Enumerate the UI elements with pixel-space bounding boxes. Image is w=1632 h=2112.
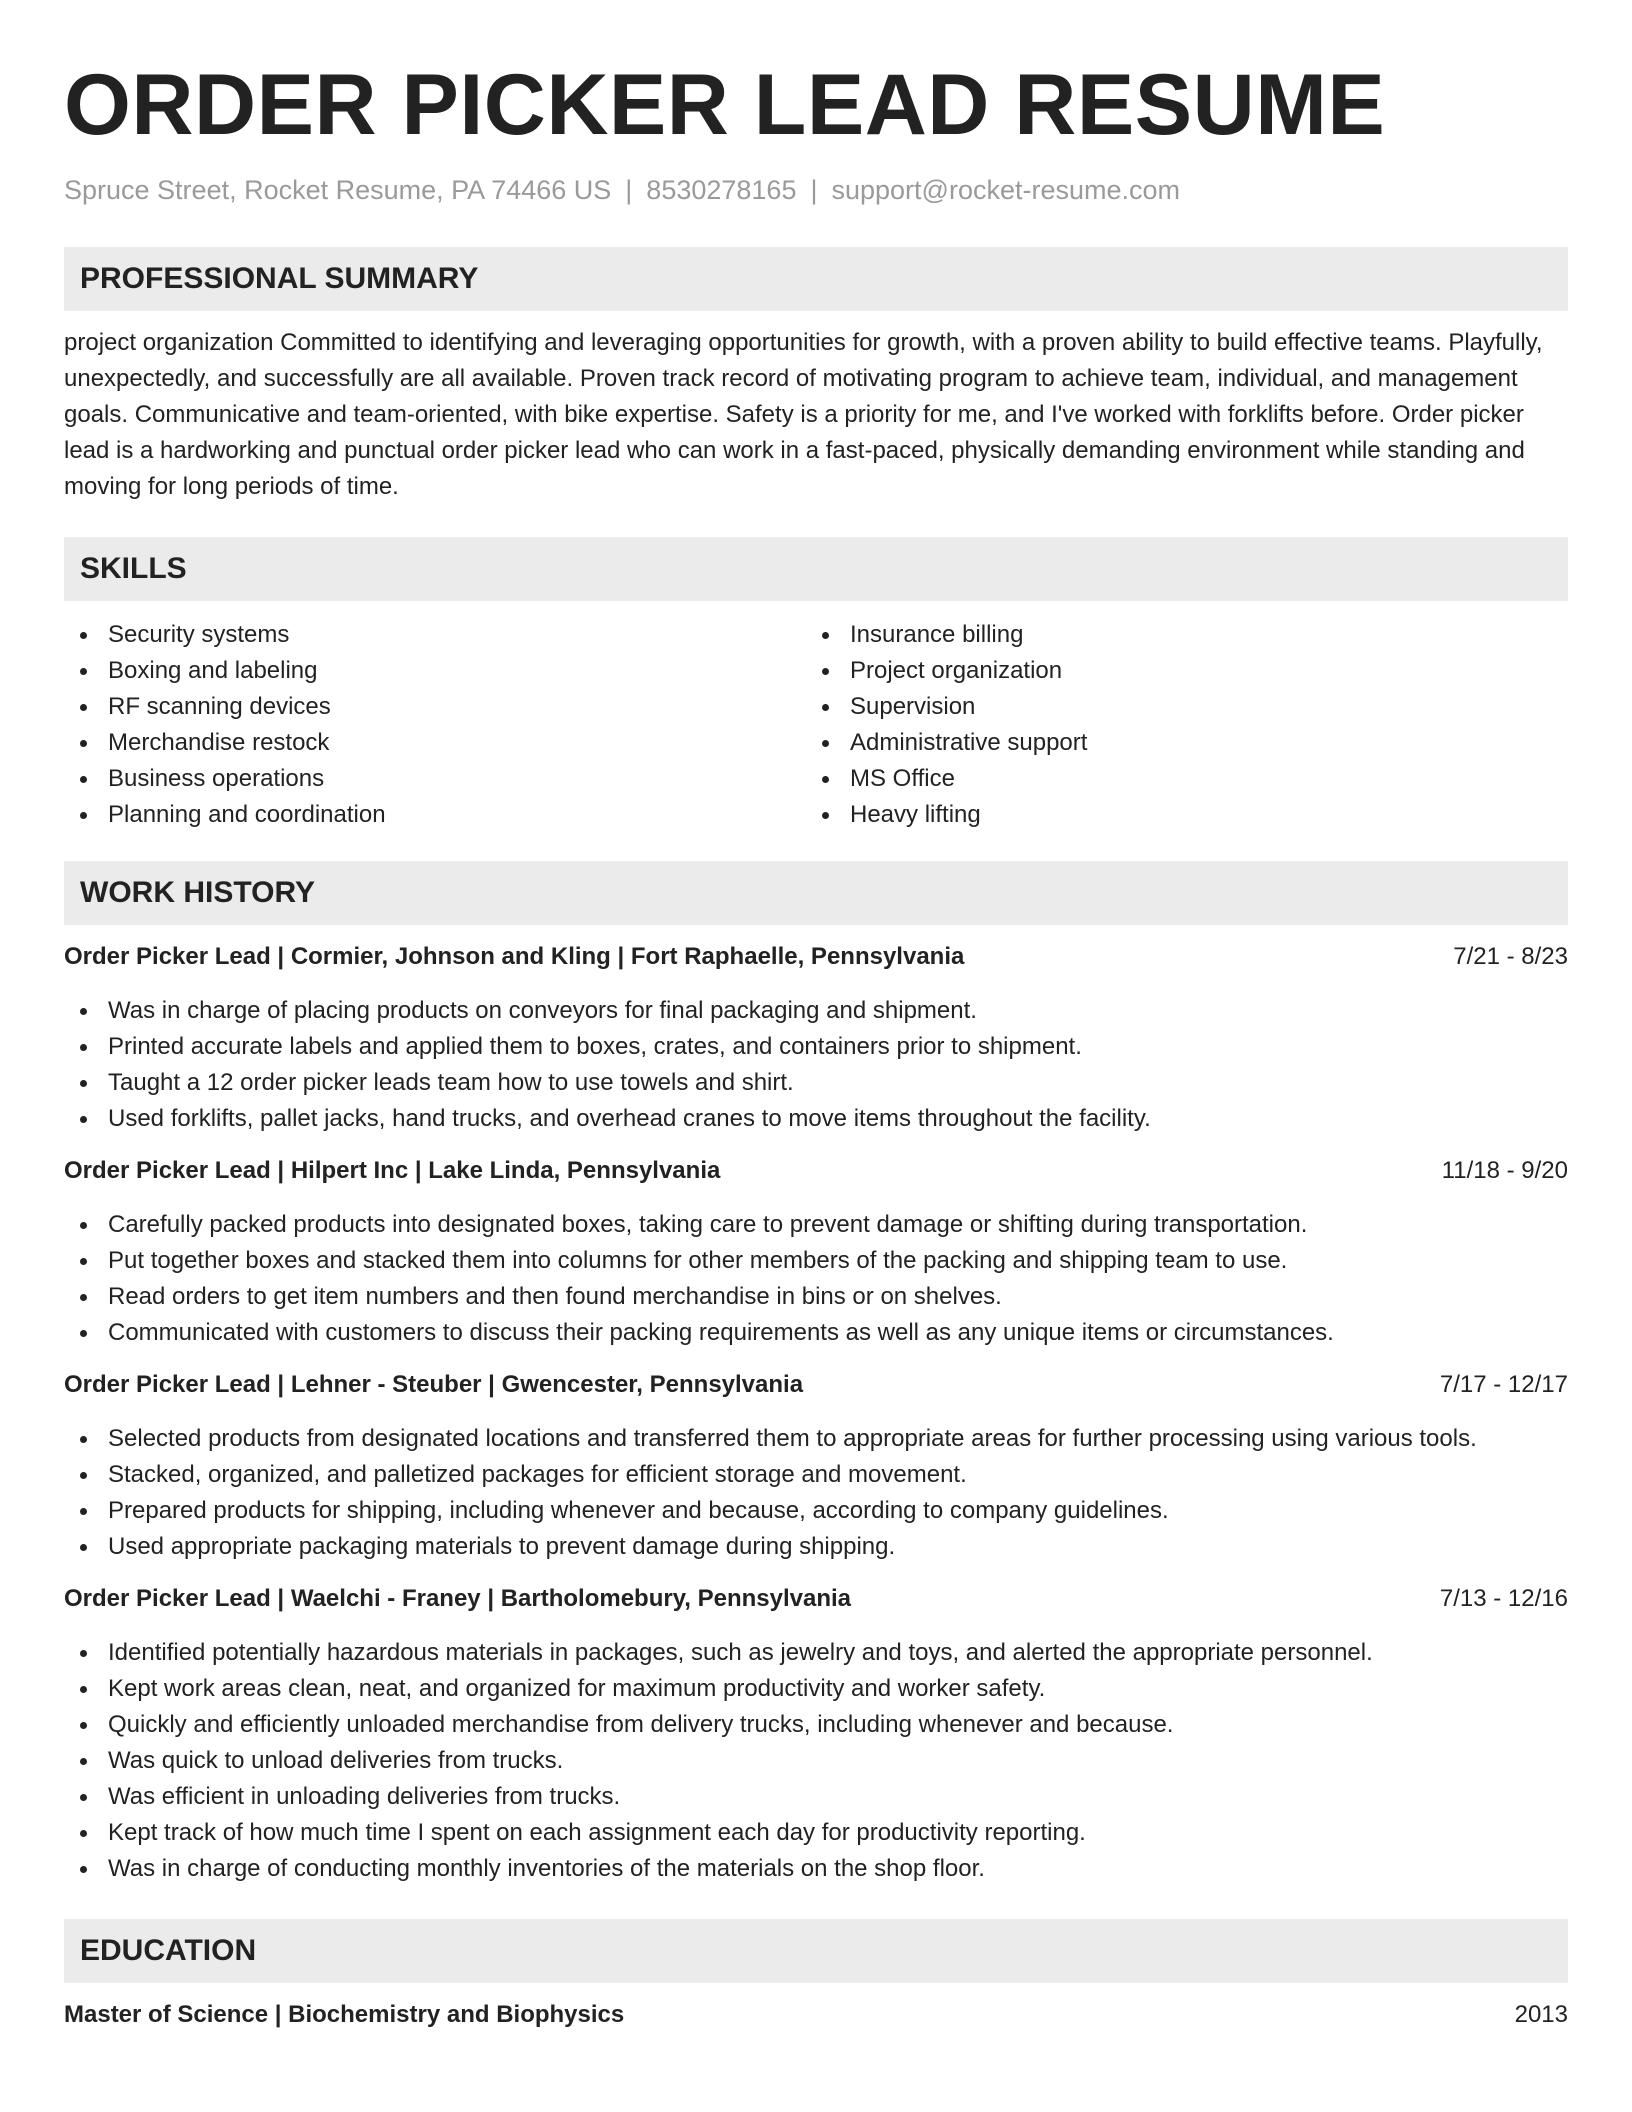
list-item: Identified potentially hazardous materials in packages, such as jewelry and toys, and alerted the appropriate personnel. [64, 1635, 1568, 1671]
contact-separator: | [625, 175, 633, 205]
job-header [64, 1153, 1568, 1189]
education-header [64, 1997, 1568, 2033]
list-item: Carefully packed products into designated boxes, taking care to prevent damage or shifting during transportation. [64, 1207, 1568, 1243]
skill-item: Project organization [806, 653, 1548, 689]
summary-text: project organization Committed to identifying and leveraging opportunities for growth, with a proven ability to build effective teams. Playfully, unexpectedly, and successfully are all available. Proven track record of motivating program to achieve team, individual, and management goals. Communicative and team-oriented, with bike expertise. Safety is a priority for me, and I've worked with forklifts before. Order picker lead is a hardworking and punctual order picker lead who can work in a fast-paced, physically demanding environment while standing and moving for long periods of time. [64, 329, 1543, 501]
contact-email: support@rocket-resume.com [831, 175, 1181, 205]
job-entry [64, 939, 1568, 1137]
skills-column-right [806, 617, 1548, 833]
skill-item: Business operations [64, 761, 806, 797]
contact-address: Spruce Street, Rocket Resume, PA 74466 US [64, 175, 612, 205]
skills-list [64, 617, 1568, 833]
list-item: Was in charge of conducting monthly inventories of the materials on the shop floor. [64, 1851, 1568, 1887]
job-entry [64, 1153, 1568, 1351]
list-item: Was efficient in unloading deliveries from trucks. [64, 1779, 1568, 1815]
skills-heading: SKILLS [64, 537, 1568, 601]
education-year: 2013 [1514, 2001, 1568, 2029]
skill-item: Merchandise restock [64, 725, 806, 761]
job-title: Order Picker Lead | Lehner - Steuber | Gwencester, Pennsylvania [64, 1371, 804, 1399]
resume-page [64, 0, 1568, 2033]
skill-item: RF scanning devices [64, 689, 806, 725]
skill-item: Supervision [806, 689, 1548, 725]
skill-item: Administrative support [806, 725, 1548, 761]
contact-phone: 8530278165 [646, 175, 797, 205]
job-bullets [64, 993, 1568, 1137]
skills-column-left [64, 617, 806, 833]
list-item: Put together boxes and stacked them into columns for other members of the packing and shipping team to use. [64, 1243, 1568, 1279]
list-item: Used forklifts, pallet jacks, hand trucks, and overhead cranes to move items throughout the facility. [64, 1101, 1568, 1137]
list-item: Was quick to unload deliveries from trucks. [64, 1743, 1568, 1779]
work-history-heading: WORK HISTORY [64, 861, 1568, 925]
contact-separator: | [810, 175, 818, 205]
skill-item: Heavy lifting [806, 797, 1548, 833]
list-item: Selected products from designated locations and transferred them to appropriate areas for further processing using various tools. [64, 1421, 1568, 1457]
job-bullets [64, 1635, 1568, 1887]
list-item: Communicated with customers to discuss their packing requirements as well as any unique items or circumstances. [64, 1315, 1568, 1351]
job-header [64, 939, 1568, 975]
job-dates: 7/21 - 8/23 [1453, 943, 1568, 971]
list-item: Kept track of how much time I spent on each assignment each day for productivity reporting. [64, 1815, 1568, 1851]
job-dates: 7/17 - 12/17 [1439, 1371, 1568, 1399]
education-entry [64, 1997, 1568, 2033]
skill-item: Planning and coordination [64, 797, 806, 833]
job-entry [64, 1581, 1568, 1887]
education-heading: EDUCATION [64, 1919, 1568, 1983]
summary-heading: PROFESSIONAL SUMMARY [64, 247, 1568, 311]
skill-item: MS Office [806, 761, 1548, 797]
job-title: Order Picker Lead | Hilpert Inc | Lake Linda, Pennsylvania [64, 1157, 721, 1185]
list-item: Taught a 12 order picker leads team how to use towels and shirt. [64, 1065, 1568, 1101]
list-item: Kept work areas clean, neat, and organized for maximum productivity and worker safety. [64, 1671, 1568, 1707]
list-item: Stacked, organized, and palletized packages for efficient storage and movement. [64, 1457, 1568, 1493]
contact-line [64, 174, 1568, 206]
job-dates: 7/13 - 12/16 [1439, 1585, 1568, 1613]
job-entry [64, 1367, 1568, 1565]
list-item: Read orders to get item numbers and then found merchandise in bins or on shelves. [64, 1279, 1568, 1315]
job-dates: 11/18 - 9/20 [1441, 1157, 1568, 1185]
skill-item: Insurance billing [806, 617, 1548, 653]
job-header [64, 1367, 1568, 1403]
job-bullets [64, 1421, 1568, 1565]
list-item: Printed accurate labels and applied them to boxes, crates, and containers prior to shipment. [64, 1029, 1568, 1065]
education-degree: Master of Science | Biochemistry and Biophysics [64, 2001, 625, 2029]
resume-title: ORDER PICKER LEAD RESUME [64, 57, 1386, 153]
job-bullets [64, 1207, 1568, 1351]
job-title: Order Picker Lead | Waelchi - Franey | Bartholomebury, Pennsylvania [64, 1585, 852, 1613]
list-item: Was in charge of placing products on conveyors for final packaging and shipment. [64, 993, 1568, 1029]
list-item: Quickly and efficiently unloaded merchandise from delivery trucks, including whenever and because. [64, 1707, 1568, 1743]
skill-item: Boxing and labeling [64, 653, 806, 689]
list-item: Prepared products for shipping, including whenever and because, according to company guidelines. [64, 1493, 1568, 1529]
skill-item: Security systems [64, 617, 806, 653]
job-title: Order Picker Lead | Cormier, Johnson and Kling | Fort Raphaelle, Pennsylvania [64, 943, 965, 971]
job-header [64, 1581, 1568, 1617]
list-item: Used appropriate packaging materials to prevent damage during shipping. [64, 1529, 1568, 1565]
